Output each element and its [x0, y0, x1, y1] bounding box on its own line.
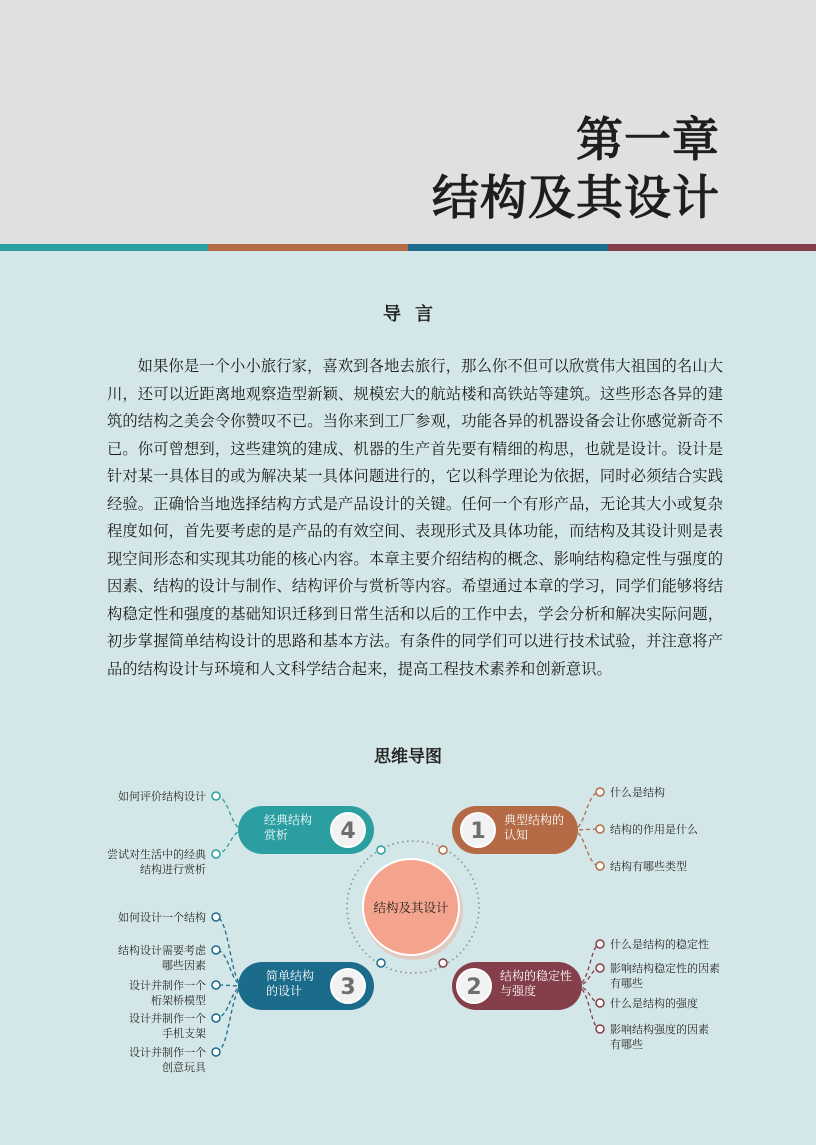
- intro-paragraph: 如果你是一个小小旅行家，喜欢到各地去旅行，那么你不但可以欣赏伟大祖国的名山大川，还可以近距离地观察造型新颖、规模宏大的航站楼和高铁站等建筑。这些形态各异的建筑的结构之美会令你赞叹不已。当你来到工厂参观，功能各异的机器设备会让你感觉新奇不已。你可曾想到，这些建筑的建成、机器的生产首先要有精细的构思，也就是设计。设计是针对某一具体目的或为解决某一具体问题进行的，它以科学理论为依据，同时必须结合实践经验。正确恰当地选择结构方式是产品设计的关键。任何一个有形产品，无论其大小或复杂程度如何，首先要考虑的是产品的有效空间、表现形式及具体功能，而结构及其设计则是表现空间形态和实现其功能的核心内容。本章主要介绍结构的概念、影响结构稳定性与强度的因素、结构的设计与制作、结构评价与赏析等内容。希望通过本章的学习，同学们能够将结构稳定性和强度的基础知识迁移到日常生活和以后的工作中去，学会分析和解决实际问题，初步掌握简单结构设计的思路和基本方法。有条件的同学们可以进行技术试验，并注意将产品的结构设计与环境和人文科学结合起来，提高工程技术素养和创新意识。: [107, 357, 723, 678]
- leaf-dot: [596, 940, 604, 948]
- leaf-dot: [212, 850, 220, 858]
- connector-dot: [377, 959, 385, 967]
- leaf-dot: [212, 913, 220, 921]
- leaf-label: 尝试对生活中的经典: [107, 848, 206, 861]
- leaf-label: 影响结构强度的因素: [610, 1023, 709, 1036]
- leaf-dot: [212, 1048, 220, 1056]
- leaf-dot: [212, 946, 220, 954]
- leaf-label: 结构有哪些类型: [610, 860, 687, 873]
- topic-title: 的设计: [266, 984, 303, 998]
- leaf-label: 如何设计一个结构: [118, 911, 206, 924]
- topic-number: 2: [466, 975, 482, 1000]
- topic-title: 赏析: [264, 828, 289, 842]
- connector-dot: [439, 959, 447, 967]
- leaf-label: 创意玩具: [162, 1061, 206, 1074]
- leaf-label: 什么是结构: [610, 786, 665, 799]
- header-stripe-copper: [208, 244, 408, 251]
- leaf-label: 如何评价结构设计: [118, 790, 206, 803]
- chapter-header: [0, 0, 816, 244]
- connector-dot: [439, 846, 447, 854]
- topic-title: 经典结构: [264, 813, 313, 827]
- chapter-name: 结构及其设计: [432, 171, 720, 226]
- leaf-label: 结构的作用是什么: [610, 823, 698, 836]
- leaf-label: 设计并制作一个: [129, 1046, 206, 1059]
- leaf-label: 手机支架: [162, 1027, 206, 1040]
- topic-title: 与强度: [500, 984, 537, 998]
- topic-title: 典型结构的: [504, 813, 565, 827]
- leaf-dot: [596, 862, 604, 870]
- leaf-label: 什么是结构的稳定性: [610, 938, 709, 951]
- header-stripe-maroon: [608, 244, 816, 251]
- leaf-dot: [596, 788, 604, 796]
- leaf-label: 有哪些: [610, 1038, 643, 1051]
- topic-number: 4: [340, 819, 356, 844]
- leaf-dot: [596, 999, 604, 1007]
- topic-title: 简单结构: [266, 969, 315, 983]
- leaf-dot: [596, 825, 604, 833]
- leaf-dot: [212, 792, 220, 800]
- leaf-label: 桁架桥模型: [151, 994, 206, 1007]
- header-stripe-blue: [408, 244, 608, 251]
- leaf-label: 有哪些: [610, 977, 643, 990]
- topic-title: 结构的稳定性: [500, 969, 573, 983]
- leaf-label: 结构进行赏析: [140, 863, 206, 876]
- mind-map: [0, 770, 816, 1100]
- leaf-label: 设计并制作一个: [129, 1012, 206, 1025]
- leaf-label: 什么是结构的强度: [610, 997, 698, 1010]
- leaf-dot: [596, 1025, 604, 1033]
- leaf-dot: [212, 981, 220, 989]
- topic-title: 认知: [504, 828, 529, 842]
- connector-dot: [377, 846, 385, 854]
- leaf-dot: [596, 964, 604, 972]
- leaf-label: 结构设计需要考虑: [118, 944, 206, 957]
- topic-number: 3: [340, 975, 356, 1000]
- center-label: 结构及其设计: [373, 900, 449, 915]
- leaf-label: 设计并制作一个: [129, 979, 206, 992]
- leaf-label: 影响结构稳定性的因素: [610, 962, 720, 975]
- header-stripe-teal: [0, 244, 208, 251]
- intro-heading: 导言: [383, 304, 447, 325]
- chapter-title: [432, 112, 720, 228]
- topic-number: 1: [470, 819, 486, 844]
- leaf-dot: [212, 1014, 220, 1022]
- leaf-label: 哪些因素: [162, 959, 206, 972]
- chapter-number: 第一章: [576, 113, 720, 168]
- mindmap-title: 思维导图: [374, 747, 442, 767]
